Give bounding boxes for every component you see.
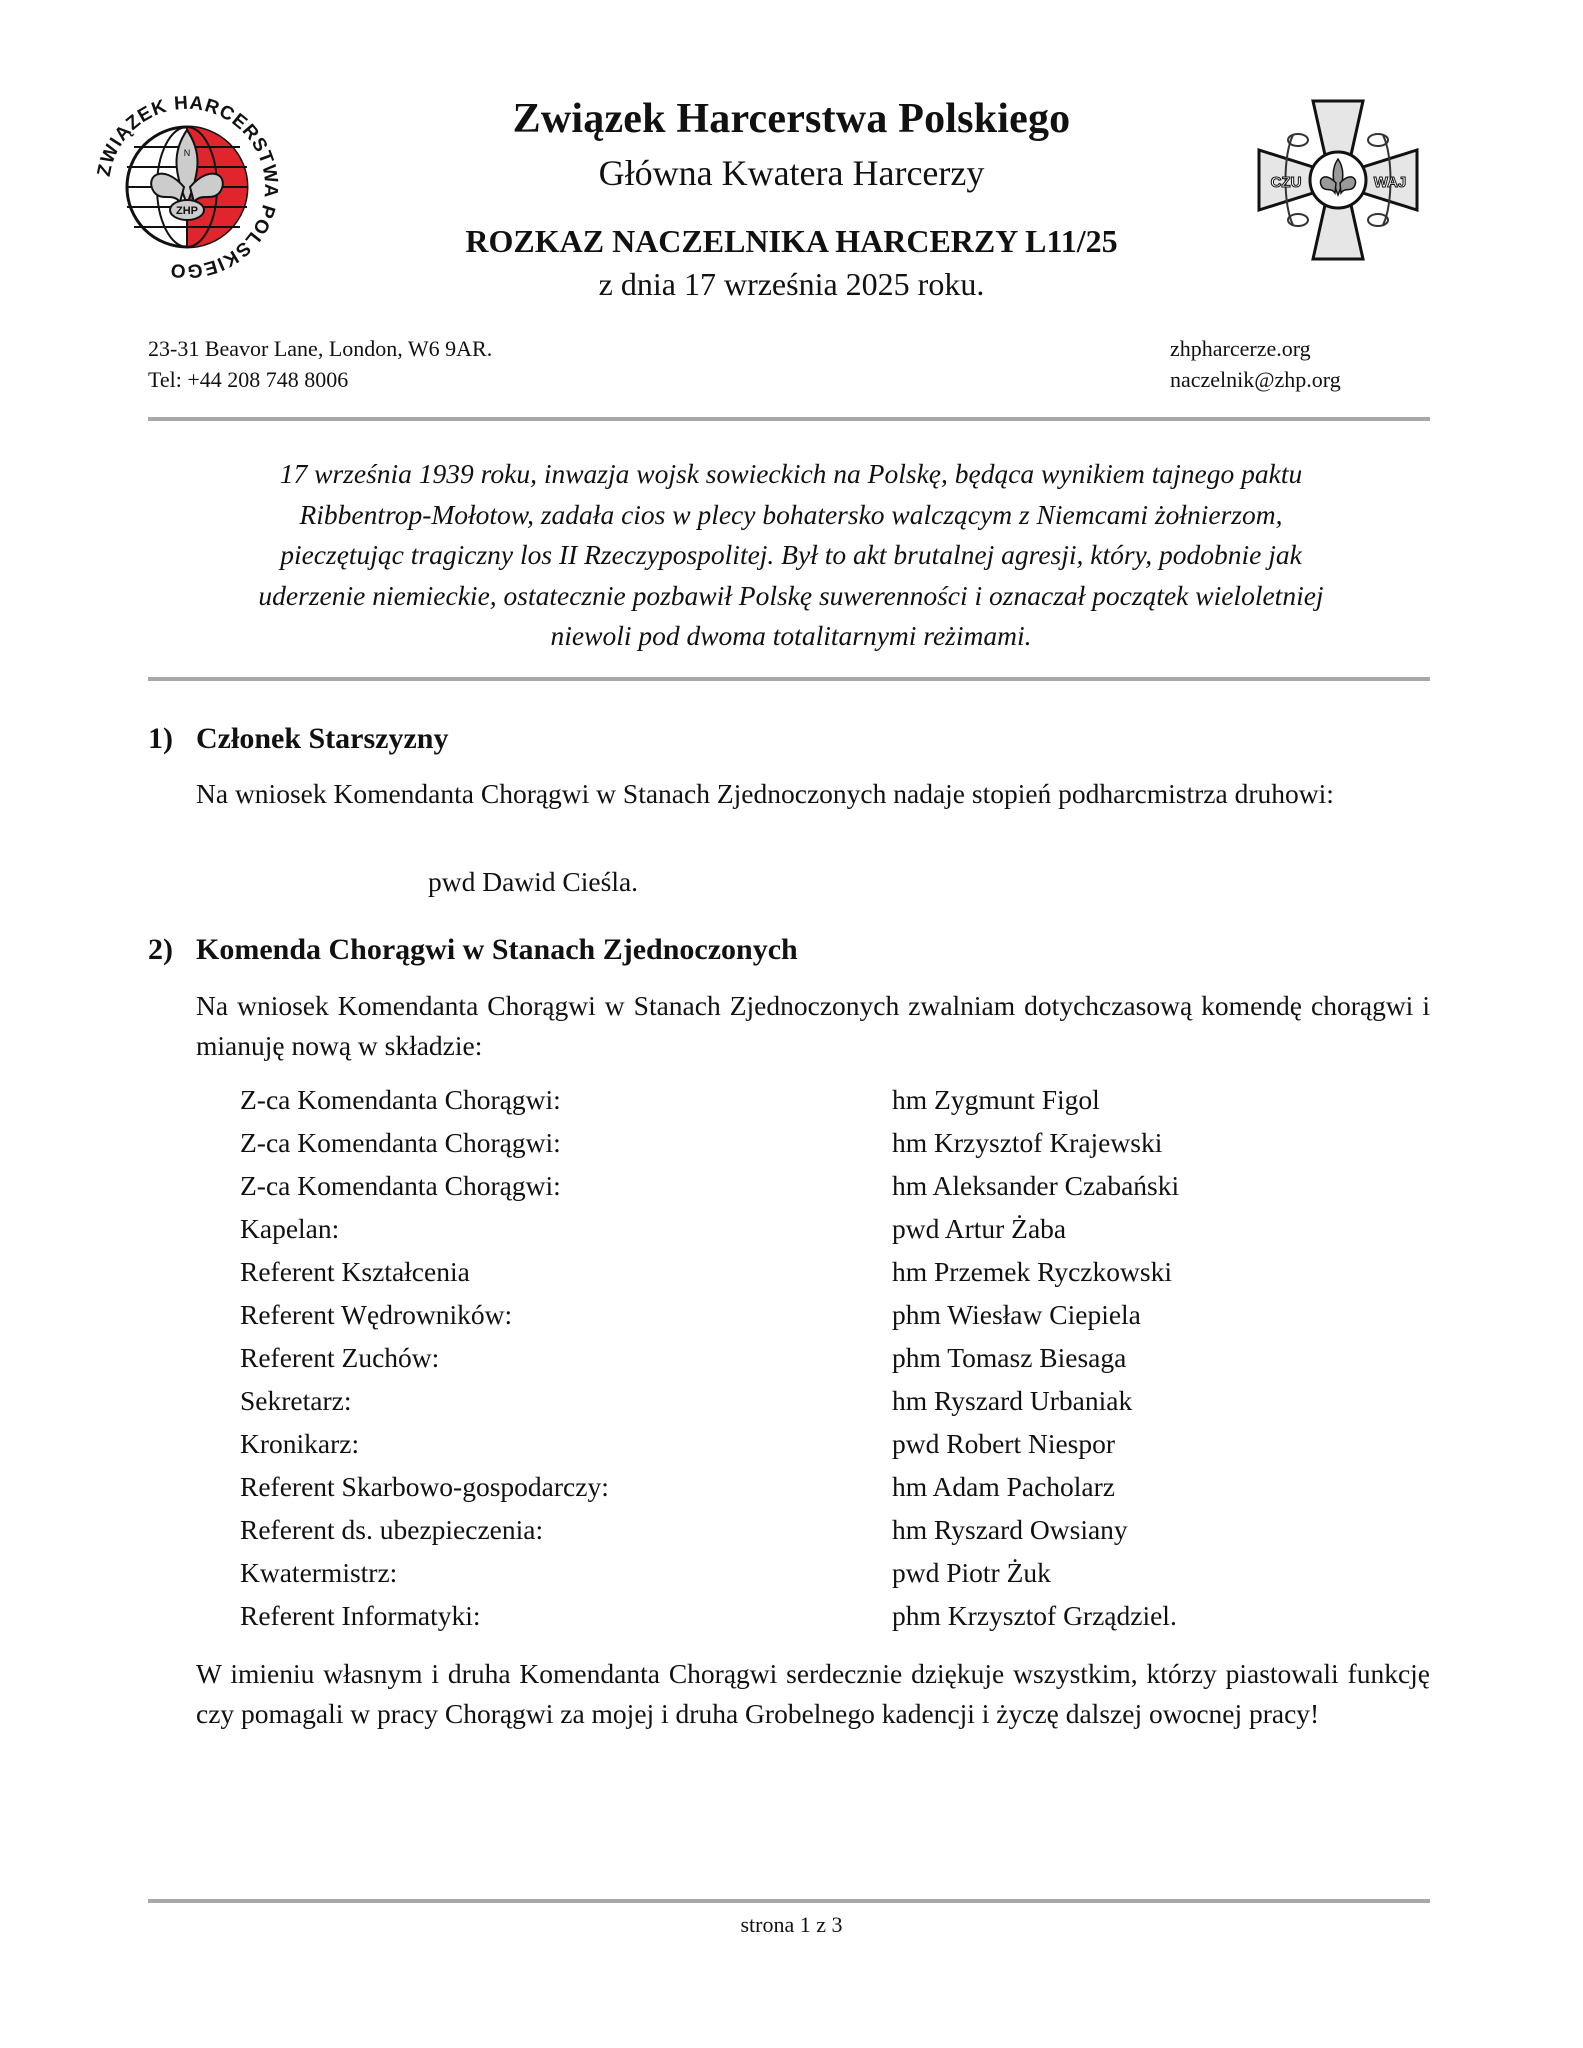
role: Sekretarz: bbox=[240, 1385, 352, 1416]
intro-line: 17 września 1939 roku, inwazja wojsk sowieckich na Polskę, będąca wynikiem tajnego paktu bbox=[279, 458, 1303, 489]
section-number: 2) bbox=[148, 933, 173, 966]
website-link[interactable]: zhpharcerze.org bbox=[1170, 336, 1311, 361]
section-title: Członek Starszyzny bbox=[196, 722, 449, 755]
email-link[interactable]: naczelnik@zhp.org bbox=[1170, 367, 1341, 392]
svg-text:N: N bbox=[183, 148, 191, 158]
sub-organization: Główna Kwatera Harcerzy bbox=[598, 153, 985, 193]
organization-title: Związek Harcerstwa Polskiego bbox=[512, 96, 1071, 142]
section-number: 1) bbox=[148, 722, 173, 755]
person: hm Ryszard Owsiany bbox=[892, 1514, 1128, 1545]
roster-list bbox=[240, 1078, 1340, 1637]
person: phm Wiesław Ciepiela bbox=[892, 1299, 1141, 1330]
svg-text:WAJ: WAJ bbox=[1373, 174, 1407, 191]
section-heading bbox=[148, 722, 448, 756]
roster-row bbox=[240, 1465, 1340, 1508]
divider bbox=[148, 677, 1430, 681]
intro-line: uderzenie niemieckie, ostatecznie pozbawił Polskę suwerenności i oznaczał początek wieloletniej bbox=[258, 579, 1324, 611]
roster-row bbox=[240, 1508, 1340, 1551]
person: hm Zygmunt Figol bbox=[892, 1084, 1100, 1115]
person: hm Krzysztof Krajewski bbox=[892, 1127, 1163, 1158]
section-text: Na wniosek Komendanta Chorągwi w Stanach Zjednoczonych zwalniam dotychczasową komendę chorągwi i mianuję nową w składzie: bbox=[196, 990, 1430, 1061]
svg-text:CZU: CZU bbox=[1270, 174, 1302, 191]
svg-text:ZHP: ZHP bbox=[176, 205, 198, 217]
roster-row bbox=[240, 1293, 1340, 1336]
roster-row bbox=[240, 1121, 1340, 1164]
section-text: Na wniosek Komendanta Chorągwi w Stanach Zjednoczonych nadaje stopień podharcmistrza druhowi: bbox=[196, 778, 1334, 809]
person: pwd Robert Niespor bbox=[892, 1428, 1116, 1459]
closing-paragraph: W imieniu własnym i druha Komendanta Chorągwi serdecznie dziękuje wszystkim, którzy piastowali funkcję czy pomagali w pracy Chorągwi za mojej i druha Grobelnego kadencji i życzę dalszej owocnej pracy! bbox=[196, 1658, 1430, 1729]
person: hm Aleksander Czabański bbox=[892, 1170, 1180, 1201]
person: phm Tomasz Biesaga bbox=[892, 1342, 1127, 1373]
contact-address-block bbox=[148, 333, 492, 395]
person: hm Adam Pacholarz bbox=[892, 1471, 1115, 1502]
role: Kwatermistrz: bbox=[240, 1557, 398, 1588]
roster-row bbox=[240, 1336, 1340, 1379]
role: Referent Skarbowo-gospodarczy: bbox=[240, 1471, 609, 1502]
section-heading bbox=[148, 933, 798, 967]
roster-row bbox=[240, 1207, 1340, 1250]
role: Z-ca Komendanta Chorągwi: bbox=[240, 1084, 561, 1115]
footer-divider bbox=[148, 1899, 1430, 1903]
role: Z-ca Komendanta Chorągwi: bbox=[240, 1127, 561, 1158]
page-number: strona 1 z 3 bbox=[740, 1912, 843, 1937]
order-date: z dnia 17 września 2025 roku. bbox=[598, 266, 985, 302]
order-title: ROZKAZ NACZELNIKA HARCERZY L11/25 bbox=[465, 223, 1118, 259]
contact-web-block bbox=[1170, 333, 1341, 395]
phone: Tel: +44 208 748 8006 bbox=[148, 367, 349, 392]
roster-row bbox=[240, 1164, 1340, 1207]
role: Kapelan: bbox=[240, 1213, 340, 1244]
intro-line: pieczętując tragiczny los II Rzeczypospolitej. Był to akt brutalnej agresji, który, podobnie jak bbox=[280, 539, 1302, 570]
section-title: Komenda Chorągwi w Stanach Zjednoczonych bbox=[196, 933, 798, 966]
roster-row bbox=[240, 1551, 1340, 1594]
divider bbox=[148, 417, 1430, 421]
role: Z-ca Komendanta Chorągwi: bbox=[240, 1170, 561, 1201]
person: phm Krzysztof Grządziel. bbox=[892, 1600, 1177, 1631]
recipient-name: pwd Dawid Cieśla. bbox=[428, 866, 639, 897]
role: Referent Kształcenia bbox=[240, 1256, 470, 1287]
role: Referent ds. ubezpieczenia: bbox=[240, 1514, 544, 1545]
role: Referent Zuchów: bbox=[240, 1342, 440, 1373]
intro-line: niewoli pod dwoma totalitarnymi reżimami. bbox=[550, 620, 1032, 651]
person: pwd Piotr Żuk bbox=[892, 1557, 1051, 1588]
role: Referent Informatyki: bbox=[240, 1600, 481, 1631]
role: Referent Wędrowników: bbox=[240, 1299, 513, 1330]
roster-row bbox=[240, 1422, 1340, 1465]
roster-row bbox=[240, 1594, 1340, 1637]
address: 23-31 Beavor Lane, London, W6 9AR. bbox=[148, 336, 493, 361]
roster-row bbox=[240, 1379, 1340, 1422]
person: hm Przemek Ryczkowski bbox=[892, 1256, 1172, 1287]
person: pwd Artur Żaba bbox=[892, 1213, 1067, 1244]
roster-row bbox=[240, 1078, 1340, 1121]
svg-text:ZWIĄZEK HARCERSTWA POLSKIEGO: ZWIĄZEK HARCERSTWA POLSKIEGO bbox=[93, 92, 282, 282]
intro-paragraph bbox=[160, 454, 1422, 657]
person: hm Ryszard Urbaniak bbox=[892, 1385, 1133, 1416]
role: Kronikarz: bbox=[240, 1428, 360, 1459]
roster-row bbox=[240, 1250, 1340, 1293]
intro-line: Ribbentrop-Mołotow, zadała cios w plecy bohatersko walczącym z Niemcami żołnierzom, bbox=[299, 498, 1283, 530]
